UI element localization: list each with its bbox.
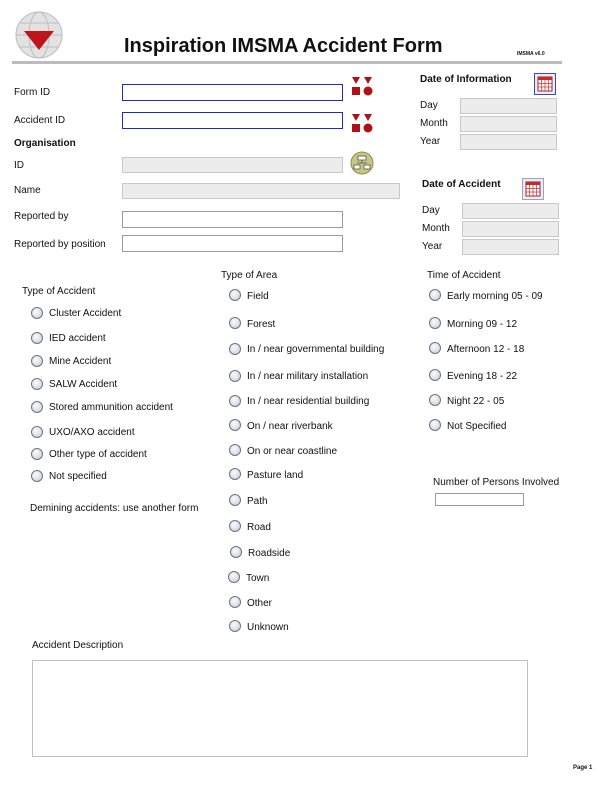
- org-name-field[interactable]: [122, 183, 400, 199]
- org-id-field[interactable]: [122, 157, 343, 173]
- date-info-calendar-icon[interactable]: [534, 73, 556, 95]
- date-accident-month-label: Month: [422, 223, 450, 234]
- date-info-day-field[interactable]: [460, 98, 557, 114]
- area-label: Unknown: [247, 622, 289, 633]
- date-accident-heading: Date of Accident: [422, 179, 501, 190]
- accident-id-lookup-icon[interactable]: [350, 112, 374, 134]
- organisation-lookup-icon[interactable]: [350, 151, 374, 175]
- accident-type-radio-uxo-axo[interactable]: [31, 426, 43, 438]
- area-radio-governmental-building[interactable]: [229, 343, 241, 355]
- area-label: On or near coastline: [247, 446, 338, 457]
- accident-type-label: Not specified: [49, 471, 107, 482]
- reported-by-label: Reported by: [14, 211, 69, 222]
- form-id-label: Form ID: [14, 87, 51, 98]
- time-radio-early-morning[interactable]: [429, 289, 441, 301]
- page-number: Page 1: [573, 765, 593, 771]
- area-radio-riverbank[interactable]: [229, 419, 241, 431]
- area-radio-other[interactable]: [229, 596, 241, 608]
- date-info-heading: Date of Information: [420, 74, 512, 85]
- time-radio-morning[interactable]: [429, 317, 441, 329]
- time-label: Morning 09 - 12: [447, 319, 518, 330]
- area-radio-town[interactable]: [228, 571, 240, 583]
- date-accident-day-label: Day: [422, 205, 440, 216]
- reported-by-position-field[interactable]: [122, 235, 343, 252]
- area-radio-field[interactable]: [229, 289, 241, 301]
- version-label: IMSMA v6.0: [517, 51, 545, 57]
- logo: [14, 10, 64, 60]
- header-divider: [12, 61, 562, 64]
- area-label: In / near residential building: [247, 396, 370, 407]
- time-label: Early morning 05 - 09: [447, 291, 543, 302]
- area-label: Other: [247, 598, 273, 609]
- accident-description-label: Accident Description: [32, 640, 124, 651]
- date-accident-day-field[interactable]: [462, 203, 559, 219]
- time-label: Night 22 - 05: [447, 396, 505, 407]
- accident-type-label: Stored ammunition accident: [49, 402, 173, 413]
- type-of-area-heading: Type of Area: [221, 270, 278, 281]
- time-label: Afternoon 12 - 18: [447, 344, 525, 355]
- accident-description-field[interactable]: [32, 660, 528, 757]
- accident-type-label: Cluster Accident: [49, 308, 122, 319]
- area-radio-forest[interactable]: [229, 317, 241, 329]
- date-info-month-label: Month: [420, 118, 448, 129]
- date-info-month-field[interactable]: [460, 116, 557, 132]
- date-info-year-label: Year: [420, 136, 441, 147]
- form-id-field[interactable]: [122, 84, 343, 101]
- area-label: In / near military installation: [247, 371, 369, 382]
- area-label: Path: [247, 496, 268, 507]
- persons-involved-field[interactable]: [435, 493, 524, 506]
- accident-type-label: UXO/AXO accident: [49, 427, 135, 438]
- date-info-year-field[interactable]: [460, 134, 557, 150]
- date-accident-year-field[interactable]: [462, 239, 559, 255]
- area-radio-path[interactable]: [229, 494, 241, 506]
- area-label: In / near governmental building: [247, 344, 385, 355]
- persons-involved-label: Number of Persons Involved: [433, 477, 560, 488]
- area-label: Town: [246, 573, 270, 584]
- area-label: Field: [247, 291, 269, 302]
- area-label: Forest: [247, 319, 276, 330]
- area-radio-coastline[interactable]: [229, 444, 241, 456]
- time-radio-afternoon[interactable]: [429, 342, 441, 354]
- area-radio-unknown[interactable]: [229, 620, 241, 632]
- date-accident-year-label: Year: [422, 241, 443, 252]
- accident-type-radio-mine[interactable]: [31, 355, 43, 367]
- reported-by-field[interactable]: [122, 211, 343, 228]
- organisation-heading: Organisation: [14, 138, 76, 149]
- area-label: Road: [247, 522, 271, 533]
- form-id-lookup-icon[interactable]: [350, 75, 374, 97]
- time-of-accident-heading: Time of Accident: [427, 270, 501, 281]
- org-name-label: Name: [14, 185, 41, 196]
- accident-type-radio-other[interactable]: [31, 448, 43, 460]
- reported-by-position-label: Reported by position: [14, 239, 106, 250]
- time-label: Not Specified: [447, 421, 507, 432]
- time-radio-evening[interactable]: [429, 369, 441, 381]
- time-radio-night[interactable]: [429, 394, 441, 406]
- page-title: Inspiration IMSMA Accident Form: [124, 35, 443, 57]
- area-label: On / near riverbank: [247, 421, 333, 432]
- area-radio-residential-building[interactable]: [229, 395, 241, 407]
- area-radio-roadside[interactable]: [230, 546, 242, 558]
- type-of-accident-heading: Type of Accident: [22, 286, 96, 297]
- org-id-label: ID: [14, 160, 24, 171]
- accident-type-radio-ied[interactable]: [31, 332, 43, 344]
- accident-type-radio-stored-ammunition[interactable]: [31, 401, 43, 413]
- accident-type-radio-salw[interactable]: [31, 378, 43, 390]
- area-radio-pasture-land[interactable]: [229, 468, 241, 480]
- date-info-day-label: Day: [420, 100, 438, 111]
- accident-type-label: SALW Accident: [49, 379, 118, 390]
- accident-type-radio-not-specified[interactable]: [31, 470, 43, 482]
- time-radio-not-specified[interactable]: [429, 419, 441, 431]
- demining-note: Demining accidents: use another form: [30, 503, 199, 514]
- accident-type-radio-cluster[interactable]: [31, 307, 43, 319]
- area-radio-road[interactable]: [229, 520, 241, 532]
- accident-id-label: Accident ID: [14, 115, 66, 126]
- date-accident-month-field[interactable]: [462, 221, 559, 237]
- accident-id-field[interactable]: [122, 112, 343, 129]
- date-accident-calendar-icon[interactable]: [522, 178, 544, 200]
- accident-type-label: IED accident: [49, 333, 106, 344]
- time-label: Evening 18 - 22: [447, 371, 518, 382]
- accident-type-label: Other type of accident: [49, 449, 147, 460]
- area-radio-military-installation[interactable]: [229, 370, 241, 382]
- area-label: Pasture land: [247, 470, 304, 481]
- accident-type-label: Mine Accident: [49, 356, 112, 367]
- area-label: Roadside: [248, 548, 291, 559]
